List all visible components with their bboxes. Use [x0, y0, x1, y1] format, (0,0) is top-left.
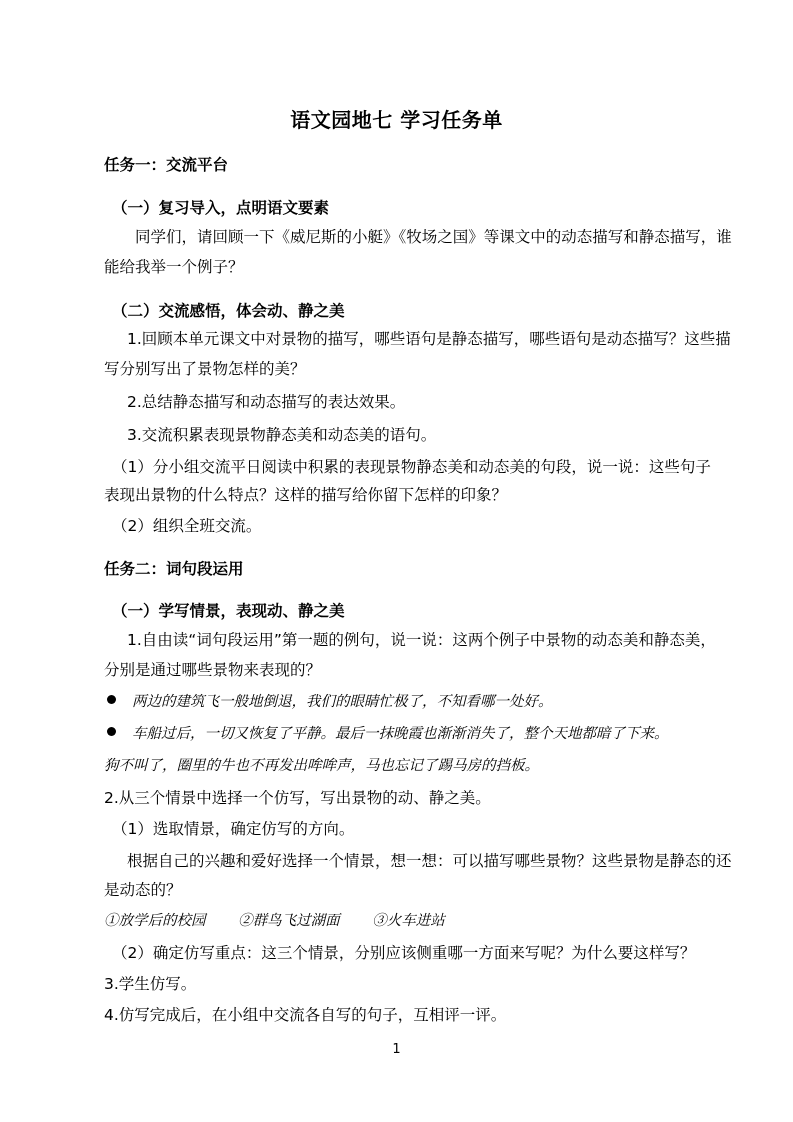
task2-item1: 1.自由读“词句段运用”第一题的例句，说一说：这两个例子中景物的动态美和静态美，	[127, 631, 716, 649]
example-bullet-1	[107, 692, 707, 712]
task1-subitem1-cont: 表现出景物的什么特点？这样的描写给你留下怎样的印象？	[104, 486, 508, 504]
task2-item3: 3.学生仿写。	[104, 975, 197, 993]
scenario-option-2: ②群鸟飞过湖面	[238, 913, 340, 929]
bullet-icon	[107, 727, 116, 736]
task1-section2-heading: （二）交流感悟，体会动、静之美	[112, 302, 345, 320]
example-bullet-2	[107, 724, 707, 744]
task2-paragraph: 根据自己的兴趣和爱好选择一个情景，想一想：可以描写哪些景物？这些景物是静态的还	[127, 852, 732, 870]
task2-subitem1: （1）选取情景，确定仿写的方向。	[112, 820, 355, 838]
task2-heading: 任务二：词句段运用	[104, 560, 244, 578]
task1-item1: 1.回顾本单元课文中对景物的描写，哪些语句是静态描写，哪些语句是动态描写？这些描	[127, 330, 731, 348]
document-title: 语文园地七 学习任务单	[290, 108, 503, 132]
task1-item3: 3.交流积累表现景物静态美和动态美的语句。	[127, 426, 437, 444]
example-sentence-2: 车船过后，一切又恢复了平静。最后一抹晚霞也渐渐消失了，整个天地都暗了下来。	[132, 726, 669, 742]
task2-paragraph-cont: 是动态的？	[104, 881, 182, 899]
scenario-option-3: ③火车进站	[372, 913, 445, 929]
scenario-options	[104, 911, 704, 931]
example-sentence-1: 两边的建筑飞一般地倒退，我们的眼睛忙极了，不知看哪一处好。	[132, 694, 553, 710]
bullet-icon	[107, 695, 116, 704]
task2-item2: 2.从三个情景中选择一个仿写，写出景物的动、静之美。	[104, 789, 491, 807]
task1-heading: 任务一：交流平台	[104, 156, 229, 174]
task2-subitem2: （2）确定仿写重点：这三个情景，分别应该侧重哪一方面来写呢？为什么要这样写？	[112, 944, 696, 962]
task1-subitem2: （2）组织全班交流。	[112, 517, 262, 535]
example-sentence-2-cont: 狗不叫了，圈里的牛也不再发出哞哞声，马也忘记了踢马房的挡板。	[104, 758, 539, 774]
task2-item4: 4.仿写完成后，在小组中交流各自写的句子，互相评一评。	[104, 1006, 507, 1024]
task1-section1-heading: （一）复习导入，点明语文要素	[112, 199, 330, 217]
task2-section1-heading: （一）学写情景，表现动、静之美	[112, 602, 345, 620]
scenario-option-1: ①放学后的校园	[104, 913, 206, 929]
task1-item1-cont: 写分别写出了景物怎样的美？	[104, 360, 306, 378]
task1-section1-paragraph-cont: 能给我举一个例子？	[104, 258, 244, 276]
task1-item2: 2.总结静态描写和动态描写的表达效果。	[127, 393, 406, 411]
task2-item1-cont: 分别是通过哪些景物来表现的？	[104, 661, 322, 679]
task1-subitem1: （1）分小组交流平日阅读中积累的表现景物静态美和动态美的句段，说一说：这些句子	[112, 458, 711, 476]
page-number: 1	[392, 1042, 401, 1057]
task1-section1-paragraph: 同学们，请回顾一下《威尼斯的小艇》《牧场之国》等课文中的动态描写和静态描写，谁	[135, 228, 732, 246]
